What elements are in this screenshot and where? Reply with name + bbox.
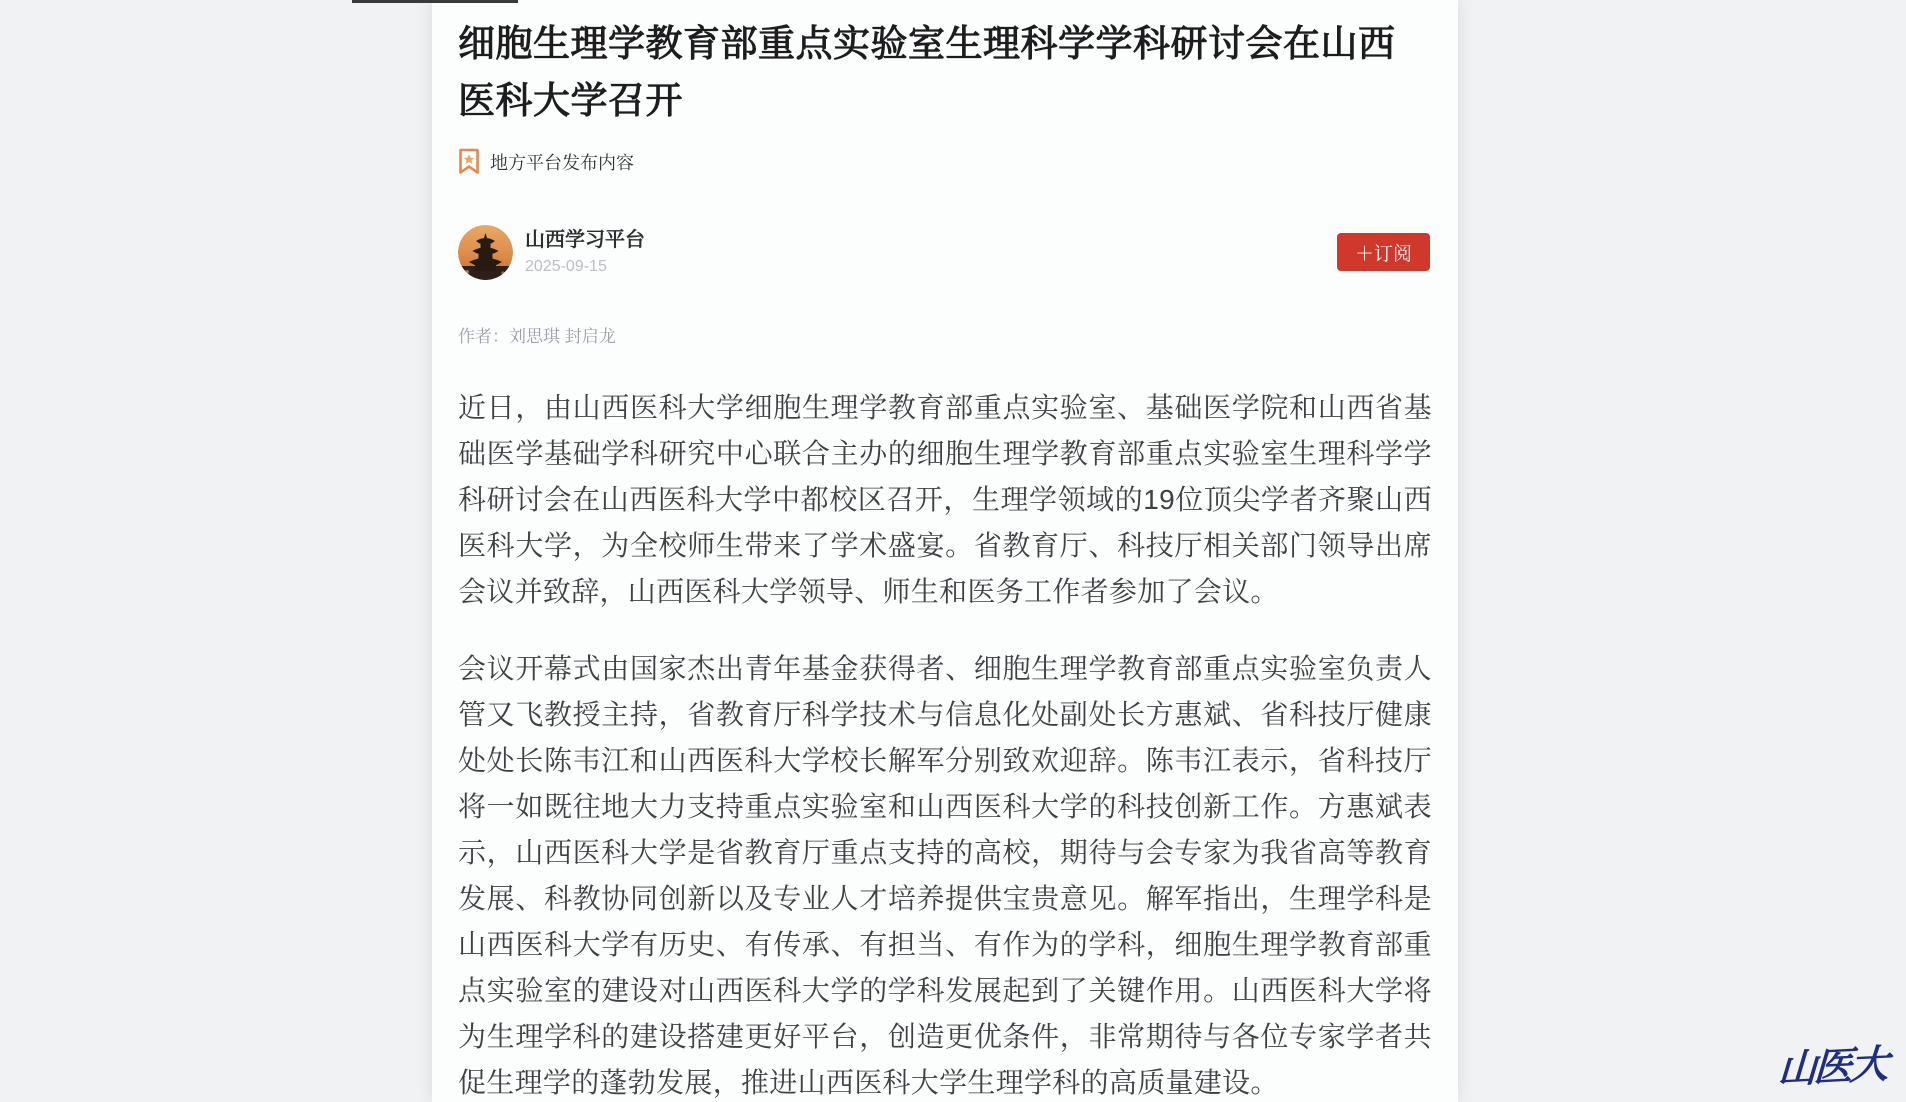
bookmark-star-icon <box>458 148 480 175</box>
shanxi-medical-university-watermark: 山医大 <box>1776 1041 1887 1093</box>
article-paragraph: 会议开幕式由国家杰出青年基金获得者、细胞生理学教育部重点实验室负责人管又飞教授主持，省教育厅科学技术与信息化处副处长方惠斌、省科技厅健康处处长陈韦江和山西医科大学校长解军分别致欢迎辞。陈韦江表示，省科技厅将一如既往地大力支持重点实验室和山西医科大学的科技创新工作。方惠斌表示，山西医科大学是省教育厅重点支持的高校，期待与会专家为我省高等教育发展、科教协同创新以及专业人才培养提供宝贵意见。解军指出，生理学科是山西医科大学有历史、有传承、有担当、有作为的学科，细胞生理学教育部重点实验室的建设对山西医科大学的学科发展起到了关键作用。山西医科大学将为生理学科的建设搭建更好平台，创造更优条件，非常期待与各位专家学者共促生理学的蓬勃发展，推进山西医科大学生理学科的高质量建设。 <box>458 653 1432 1098</box>
author-line: 作者：刘思琪 封启龙 <box>458 327 616 346</box>
source-badge-label: 地方平台发布内容 <box>490 152 634 173</box>
publisher-name[interactable]: 山西学习平台 <box>525 228 645 251</box>
publisher-row <box>458 224 1432 280</box>
article-title: 细胞生理学教育部重点实验室生理科学学科研讨会在山西医科大学召开 <box>458 23 1396 121</box>
subscribe-button[interactable]: ＋订阅 <box>1337 233 1430 271</box>
article-paragraph: 近日，由山西医科大学细胞生理学教育部重点实验室、基础医学院和山西省基础医学基础学科研究中心联合主办的细胞生理学教育部重点实验室生理科学学科研讨会在山西医科大学中都校区召开，生理学领域的19位顶尖学者齐聚山西医科大学，为全校师生带来了学术盛宴。省教育厅、科技厅相关部门领导出席会议并致辞，山西医科大学领导、师生和医务工作者参加了会议。 <box>458 392 1432 607</box>
publisher-meta <box>525 227 645 278</box>
publish-date: 2025-09-15 <box>525 257 607 275</box>
top-edge-artifact <box>352 0 518 3</box>
source-badge <box>458 148 1432 175</box>
article-card <box>432 0 1458 1102</box>
article-body <box>458 385 1432 1102</box>
publisher-avatar[interactable] <box>458 225 513 280</box>
